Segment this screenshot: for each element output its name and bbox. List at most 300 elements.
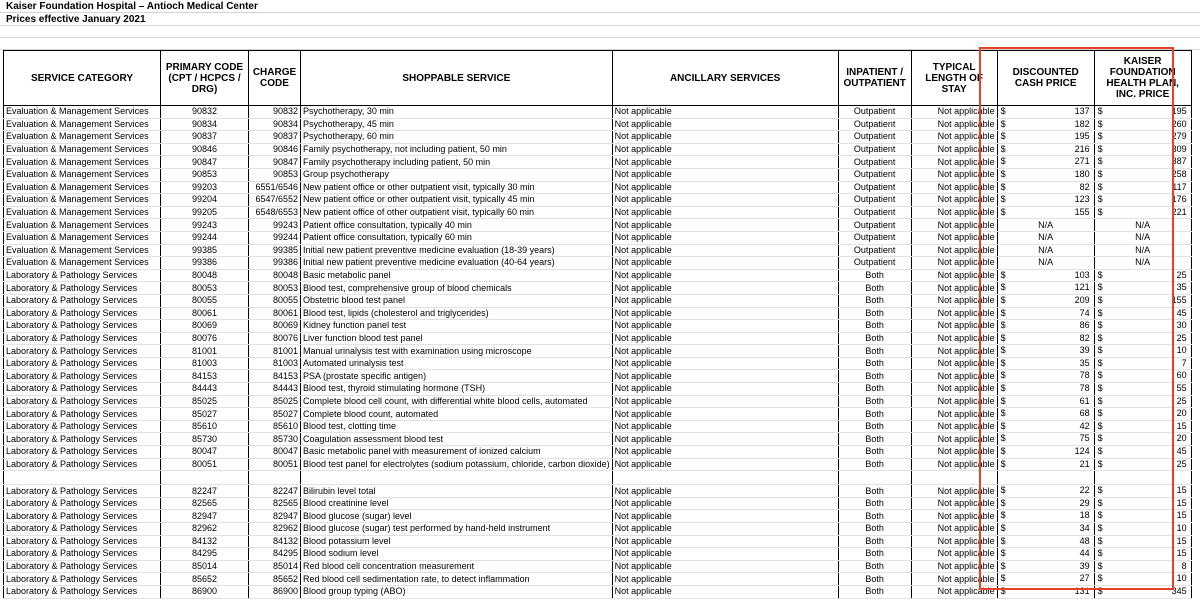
table-body bbox=[4, 106, 1192, 599]
inpatient-outpatient-cell: Both bbox=[838, 497, 911, 510]
shoppable-service-cell: Kidney function panel test bbox=[301, 320, 613, 333]
length-of-stay-cell: Not applicable bbox=[911, 357, 997, 370]
primary-code-cell: 85652 bbox=[161, 573, 249, 586]
shoppable-service-cell: Family psychotherapy, not including patient, 50 min bbox=[301, 143, 613, 156]
table-row bbox=[4, 143, 1192, 156]
charge-code-cell: 81001 bbox=[249, 345, 301, 358]
dollar-sign: $ bbox=[1000, 433, 1006, 444]
table-row bbox=[4, 118, 1192, 131]
cash-price-value: 103 bbox=[1074, 269, 1090, 280]
kp-price-value: 10 bbox=[1176, 345, 1187, 356]
header-charge-code: CHARGE CODE bbox=[249, 51, 301, 106]
inpatient-outpatient-cell: Outpatient bbox=[838, 106, 911, 119]
service-category-cell: Evaluation & Management Services bbox=[4, 118, 161, 131]
ancillary-services-cell: Not applicable bbox=[612, 535, 838, 548]
charge-code-cell: 86900 bbox=[249, 585, 301, 598]
dollar-sign: $ bbox=[1097, 433, 1103, 444]
dollar-sign: $ bbox=[1097, 497, 1103, 508]
ancillary-services-cell: Not applicable bbox=[612, 408, 838, 421]
cash-price-cell bbox=[997, 345, 1094, 358]
cash-price-value: 180 bbox=[1074, 168, 1090, 179]
dollar-sign: $ bbox=[1097, 420, 1103, 431]
inpatient-outpatient-cell: Both bbox=[838, 332, 911, 345]
ancillary-services-cell: Not applicable bbox=[612, 294, 838, 307]
charge-code-cell: 90834 bbox=[249, 118, 301, 131]
service-category-cell: Laboratory & Pathology Services bbox=[4, 446, 161, 459]
length-of-stay-cell: Not applicable bbox=[911, 548, 997, 561]
shoppable-service-cell: Blood glucose (sugar) test performed by hand-held instrument bbox=[301, 523, 613, 536]
cash-price-value: 68 bbox=[1079, 408, 1090, 419]
dollar-sign: $ bbox=[1097, 282, 1103, 293]
kp-price-cell bbox=[1094, 523, 1191, 536]
table-row bbox=[4, 244, 1192, 257]
kp-price-value: 8 bbox=[1181, 560, 1187, 571]
shoppable-service-cell: Blood test, thyroid stimulating hormone (TSH) bbox=[301, 383, 613, 396]
kp-price-value: 15 bbox=[1176, 485, 1187, 496]
kp-price-value: 195 bbox=[1171, 106, 1187, 116]
table-row bbox=[4, 510, 1192, 523]
kp-price-value: N/A bbox=[1135, 219, 1151, 230]
shoppable-service-cell: Initial new patient preventive medicine evaluation (18-39 years) bbox=[301, 244, 613, 257]
charge-code-cell: 99385 bbox=[249, 244, 301, 257]
service-category-cell: Laboratory & Pathology Services bbox=[4, 357, 161, 370]
length-of-stay-cell: Not applicable bbox=[911, 560, 997, 573]
inpatient-outpatient-cell: Both bbox=[838, 345, 911, 358]
kp-price-cell bbox=[1094, 231, 1191, 244]
dollar-sign: $ bbox=[1097, 194, 1103, 205]
dollar-sign: $ bbox=[1000, 194, 1006, 205]
service-category-cell: Evaluation & Management Services bbox=[4, 206, 161, 219]
dollar-sign: $ bbox=[1000, 332, 1006, 343]
length-of-stay-cell: Not applicable bbox=[911, 294, 997, 307]
cash-price-value: 271 bbox=[1074, 156, 1090, 167]
cash-price-value: 216 bbox=[1074, 143, 1090, 154]
cash-price-cell bbox=[997, 320, 1094, 333]
primary-code-cell: 99205 bbox=[161, 206, 249, 219]
ancillary-services-cell: Not applicable bbox=[612, 497, 838, 510]
cash-price-value: 124 bbox=[1074, 446, 1090, 457]
kp-price-cell bbox=[1094, 535, 1191, 548]
shoppable-service-cell: Blood test, clotting time bbox=[301, 420, 613, 433]
table-row bbox=[4, 395, 1192, 408]
kp-price-cell bbox=[1094, 219, 1191, 232]
length-of-stay-cell: Not applicable bbox=[911, 168, 997, 181]
ancillary-services-cell: Not applicable bbox=[612, 420, 838, 433]
ancillary-services-cell: Not applicable bbox=[612, 244, 838, 257]
charge-code-cell: 81003 bbox=[249, 357, 301, 370]
charge-code-cell: 85652 bbox=[249, 573, 301, 586]
shoppable-service-cell: Blood test panel for electrolytes (sodium potassium, chloride, carbon dioxide) bbox=[301, 458, 613, 471]
cash-price-value: 78 bbox=[1079, 370, 1090, 381]
shoppable-service-cell: New patient office of other outpatient visit, typically 60 min bbox=[301, 206, 613, 219]
charge-code-cell: 82247 bbox=[249, 485, 301, 498]
cash-price-value: 86 bbox=[1079, 320, 1090, 331]
shoppable-service-cell: Blood glucose (sugar) level bbox=[301, 510, 613, 523]
table-row bbox=[4, 357, 1192, 370]
inpatient-outpatient-cell: Both bbox=[838, 485, 911, 498]
inpatient-outpatient-cell: Outpatient bbox=[838, 118, 911, 131]
length-of-stay-cell: Not applicable bbox=[911, 257, 997, 270]
length-of-stay-cell: Not applicable bbox=[911, 118, 997, 131]
kp-price-value: 258 bbox=[1171, 168, 1187, 179]
table-row bbox=[4, 294, 1192, 307]
shoppable-service-cell: Blood group typing (ABO) bbox=[301, 585, 613, 598]
kp-price-cell bbox=[1094, 106, 1191, 119]
charge-code-cell: 85610 bbox=[249, 420, 301, 433]
length-of-stay-cell: Not applicable bbox=[911, 219, 997, 232]
dollar-sign: $ bbox=[1097, 446, 1103, 457]
header-inpatient-outpatient: INPATIENT / OUTPATIENT bbox=[838, 51, 911, 106]
dollar-sign: $ bbox=[1000, 485, 1006, 496]
charge-code-cell: 84443 bbox=[249, 383, 301, 396]
table-row bbox=[4, 485, 1192, 498]
cash-price-cell bbox=[997, 231, 1094, 244]
inpatient-outpatient-cell: Outpatient bbox=[838, 143, 911, 156]
cash-price-cell bbox=[997, 307, 1094, 320]
dollar-sign: $ bbox=[1000, 269, 1006, 280]
primary-code-cell: 99243 bbox=[161, 219, 249, 232]
shoppable-service-cell: Automated urinalysis test bbox=[301, 357, 613, 370]
charge-code-cell: 6551/6546 bbox=[249, 181, 301, 194]
prices-effective-label: Prices effective January 2021 bbox=[0, 13, 1200, 26]
length-of-stay-cell: Not applicable bbox=[911, 510, 997, 523]
kp-price-cell bbox=[1094, 585, 1191, 598]
dollar-sign: $ bbox=[1000, 510, 1006, 521]
dollar-sign: $ bbox=[1097, 168, 1103, 179]
cash-price-value: 39 bbox=[1079, 345, 1090, 356]
dollar-sign: $ bbox=[1097, 357, 1103, 368]
kp-price-cell bbox=[1094, 307, 1191, 320]
table-row bbox=[4, 433, 1192, 446]
cash-price-cell bbox=[997, 332, 1094, 345]
ancillary-services-cell: Not applicable bbox=[612, 485, 838, 498]
inpatient-outpatient-cell: Both bbox=[838, 573, 911, 586]
ancillary-services-cell: Not applicable bbox=[612, 573, 838, 586]
table-row bbox=[4, 370, 1192, 383]
service-category-cell: Evaluation & Management Services bbox=[4, 257, 161, 270]
inpatient-outpatient-cell: Both bbox=[838, 446, 911, 459]
inpatient-outpatient-cell: Outpatient bbox=[838, 131, 911, 144]
shoppable-service-cell: Liver function blood test panel bbox=[301, 332, 613, 345]
charge-code-cell: 85025 bbox=[249, 395, 301, 408]
length-of-stay-cell: Not applicable bbox=[911, 282, 997, 295]
cash-price-cell bbox=[997, 420, 1094, 433]
length-of-stay-cell: Not applicable bbox=[911, 485, 997, 498]
cash-price-cell bbox=[997, 548, 1094, 561]
charge-code-cell: 82947 bbox=[249, 510, 301, 523]
table-row bbox=[4, 548, 1192, 561]
dollar-sign: $ bbox=[1097, 395, 1103, 406]
primary-code-cell: 90837 bbox=[161, 131, 249, 144]
shoppable-service-cell: Group psychotherapy bbox=[301, 168, 613, 181]
shoppable-service-cell: Bilirubin level total bbox=[301, 485, 613, 498]
primary-code-cell: 80053 bbox=[161, 282, 249, 295]
cash-price-cell bbox=[997, 118, 1094, 131]
shoppable-service-cell: New patient office or other outpatient visit, typically 30 min bbox=[301, 181, 613, 194]
shoppable-service-cell: Initial new patient preventive medicine evaluation (40-64 years) bbox=[301, 257, 613, 270]
dollar-sign: $ bbox=[1000, 458, 1006, 469]
table-row bbox=[4, 535, 1192, 548]
kp-price-cell bbox=[1094, 206, 1191, 219]
kp-price-value: 155 bbox=[1171, 294, 1187, 305]
kp-price-value: 60 bbox=[1176, 370, 1187, 381]
dollar-sign: $ bbox=[1000, 294, 1006, 305]
cash-price-cell bbox=[997, 244, 1094, 257]
cash-price-cell bbox=[997, 168, 1094, 181]
cash-price-cell bbox=[997, 131, 1094, 144]
length-of-stay-cell: Not applicable bbox=[911, 395, 997, 408]
kp-price-value: 309 bbox=[1171, 143, 1187, 154]
dollar-sign: $ bbox=[1000, 408, 1006, 419]
empty-row bbox=[0, 38, 1200, 50]
inpatient-outpatient-cell: Both bbox=[838, 560, 911, 573]
ancillary-services-cell: Not applicable bbox=[612, 106, 838, 119]
ancillary-services-cell: Not applicable bbox=[612, 560, 838, 573]
cash-price-value: N/A bbox=[1038, 257, 1054, 268]
primary-code-cell: 90834 bbox=[161, 118, 249, 131]
table-row bbox=[4, 156, 1192, 169]
dollar-sign: $ bbox=[1000, 307, 1006, 318]
kp-price-value: 387 bbox=[1171, 156, 1187, 167]
kp-price-value: 25 bbox=[1176, 332, 1187, 343]
header-length-of-stay: TYPICAL LENGTH OF STAY bbox=[911, 51, 997, 106]
kp-price-cell bbox=[1094, 269, 1191, 282]
charge-code-cell: 84295 bbox=[249, 548, 301, 561]
shoppable-service-cell: Psychotherapy, 30 min bbox=[301, 106, 613, 119]
cash-price-value: 123 bbox=[1074, 194, 1090, 205]
kp-price-value: 25 bbox=[1176, 395, 1187, 406]
primary-code-cell: 84153 bbox=[161, 370, 249, 383]
ancillary-services-cell: Not applicable bbox=[612, 194, 838, 207]
ancillary-services-cell: Not applicable bbox=[612, 181, 838, 194]
cash-price-cell bbox=[997, 535, 1094, 548]
primary-code-cell: 85025 bbox=[161, 395, 249, 408]
service-category-cell: Laboratory & Pathology Services bbox=[4, 573, 161, 586]
dollar-sign: $ bbox=[1097, 118, 1103, 129]
cash-price-value: 155 bbox=[1074, 206, 1090, 217]
inpatient-outpatient-cell: Both bbox=[838, 269, 911, 282]
dollar-sign: $ bbox=[1097, 320, 1103, 331]
primary-code-cell: 85730 bbox=[161, 433, 249, 446]
shoppable-service-cell: New patient office or other outpatient visit, typically 45 min bbox=[301, 194, 613, 207]
cash-price-cell bbox=[997, 485, 1094, 498]
inpatient-outpatient-cell: Outpatient bbox=[838, 231, 911, 244]
charge-code-cell: 90846 bbox=[249, 143, 301, 156]
table-row bbox=[4, 320, 1192, 333]
table-row bbox=[4, 560, 1192, 573]
hospital-title: Kaiser Foundation Hospital – Antioch Medical Center bbox=[0, 0, 1200, 13]
inpatient-outpatient-cell: Outpatient bbox=[838, 181, 911, 194]
cash-price-value: 34 bbox=[1079, 523, 1090, 533]
dollar-sign: $ bbox=[1097, 573, 1103, 584]
table-row bbox=[4, 383, 1192, 396]
cash-price-value: 121 bbox=[1074, 282, 1090, 293]
kp-price-value: 10 bbox=[1176, 523, 1187, 533]
table-row bbox=[4, 219, 1192, 232]
kp-price-value: 15 bbox=[1176, 420, 1187, 431]
table-row bbox=[4, 257, 1192, 270]
dollar-sign: $ bbox=[1097, 143, 1103, 154]
service-category-cell: Evaluation & Management Services bbox=[4, 168, 161, 181]
dollar-sign: $ bbox=[1000, 370, 1006, 381]
header-ancillary-services: ANCILLARY SERVICES bbox=[612, 51, 838, 106]
kp-price-cell bbox=[1094, 560, 1191, 573]
table-row bbox=[4, 269, 1192, 282]
charge-code-cell: 6548/6553 bbox=[249, 206, 301, 219]
service-category-cell: Laboratory & Pathology Services bbox=[4, 510, 161, 523]
length-of-stay-cell: Not applicable bbox=[911, 497, 997, 510]
cash-price-value: 42 bbox=[1079, 420, 1090, 431]
ancillary-services-cell: Not applicable bbox=[612, 458, 838, 471]
service-category-cell: Evaluation & Management Services bbox=[4, 156, 161, 169]
service-category-cell: Evaluation & Management Services bbox=[4, 131, 161, 144]
kp-price-cell bbox=[1094, 446, 1191, 459]
dollar-sign: $ bbox=[1000, 320, 1006, 331]
kp-price-cell bbox=[1094, 345, 1191, 358]
kp-price-value: 10 bbox=[1176, 573, 1187, 584]
table-row bbox=[4, 231, 1192, 244]
service-category-cell: Laboratory & Pathology Services bbox=[4, 269, 161, 282]
header-primary-code: PRIMARY CODE (CPT / HCPCS / DRG) bbox=[161, 51, 249, 106]
shoppable-service-cell: Blood test, comprehensive group of blood chemicals bbox=[301, 282, 613, 295]
cash-price-value: 137 bbox=[1074, 106, 1090, 116]
kp-price-cell bbox=[1094, 458, 1191, 471]
inpatient-outpatient-cell: Both bbox=[838, 458, 911, 471]
dollar-sign: $ bbox=[1000, 446, 1006, 457]
primary-code-cell: 84132 bbox=[161, 535, 249, 548]
ancillary-services-cell: Not applicable bbox=[612, 282, 838, 295]
kp-price-value: N/A bbox=[1135, 232, 1151, 243]
primary-code-cell: 80061 bbox=[161, 307, 249, 320]
cash-price-cell bbox=[997, 458, 1094, 471]
primary-code-cell: 80069 bbox=[161, 320, 249, 333]
shoppable-service-cell: Basic metabolic panel bbox=[301, 269, 613, 282]
kp-price-value: 55 bbox=[1176, 383, 1187, 394]
cash-price-value: 18 bbox=[1079, 510, 1090, 521]
inpatient-outpatient-cell: Both bbox=[838, 307, 911, 320]
dollar-sign: $ bbox=[1000, 497, 1006, 508]
dollar-sign: $ bbox=[1097, 560, 1103, 571]
kp-price-value: 25 bbox=[1176, 269, 1187, 280]
kp-price-cell bbox=[1094, 294, 1191, 307]
kp-price-cell bbox=[1094, 510, 1191, 523]
inpatient-outpatient-cell: Both bbox=[838, 383, 911, 396]
header-service-category: SERVICE CATEGORY bbox=[4, 51, 161, 106]
dollar-sign: $ bbox=[1000, 345, 1006, 356]
inpatient-outpatient-cell: Outpatient bbox=[838, 168, 911, 181]
primary-code-cell: 84295 bbox=[161, 548, 249, 561]
kp-price-cell bbox=[1094, 156, 1191, 169]
inpatient-outpatient-cell: Both bbox=[838, 548, 911, 561]
dollar-sign: $ bbox=[1097, 510, 1103, 521]
cash-price-value: 39 bbox=[1079, 560, 1090, 571]
dollar-sign: $ bbox=[1097, 181, 1103, 192]
table-row bbox=[4, 332, 1192, 345]
dollar-sign: $ bbox=[1000, 548, 1006, 559]
dollar-sign: $ bbox=[1000, 131, 1006, 142]
primary-code-cell: 80051 bbox=[161, 458, 249, 471]
primary-code-cell: 81003 bbox=[161, 357, 249, 370]
dollar-sign: $ bbox=[1000, 535, 1006, 546]
primary-code-cell: 82565 bbox=[161, 497, 249, 510]
cash-price-cell bbox=[997, 106, 1094, 119]
cash-price-cell bbox=[997, 446, 1094, 459]
ancillary-services-cell: Not applicable bbox=[612, 320, 838, 333]
charge-code-cell: 80047 bbox=[249, 446, 301, 459]
ancillary-services-cell: Not applicable bbox=[612, 231, 838, 244]
cash-price-cell bbox=[997, 294, 1094, 307]
service-category-cell: Laboratory & Pathology Services bbox=[4, 408, 161, 421]
charge-code-cell: 80053 bbox=[249, 282, 301, 295]
kp-price-value: 35 bbox=[1176, 282, 1187, 293]
ancillary-services-cell: Not applicable bbox=[612, 357, 838, 370]
primary-code-cell: 81001 bbox=[161, 345, 249, 358]
dollar-sign: $ bbox=[1000, 585, 1006, 596]
length-of-stay-cell: Not applicable bbox=[911, 320, 997, 333]
service-category-cell: Laboratory & Pathology Services bbox=[4, 383, 161, 396]
cash-price-cell bbox=[997, 370, 1094, 383]
shoppable-service-cell: Complete blood count, automated bbox=[301, 408, 613, 421]
header-cash-price: DISCOUNTED CASH PRICE bbox=[997, 51, 1094, 106]
shoppable-service-cell: Blood sodium level bbox=[301, 548, 613, 561]
inpatient-outpatient-cell: Both bbox=[838, 282, 911, 295]
primary-code-cell: 82962 bbox=[161, 523, 249, 536]
charge-code-cell: 90837 bbox=[249, 131, 301, 144]
service-category-cell: Evaluation & Management Services bbox=[4, 194, 161, 207]
service-category-cell: Laboratory & Pathology Services bbox=[4, 497, 161, 510]
primary-code-cell: 90847 bbox=[161, 156, 249, 169]
cash-price-value: N/A bbox=[1038, 219, 1054, 230]
cash-price-value: 182 bbox=[1074, 118, 1090, 129]
shoppable-service-cell: Psychotherapy, 45 min bbox=[301, 118, 613, 131]
kp-price-value: 279 bbox=[1171, 131, 1187, 142]
charge-code-cell: 82962 bbox=[249, 523, 301, 536]
kp-price-cell bbox=[1094, 383, 1191, 396]
inpatient-outpatient-cell: Both bbox=[838, 294, 911, 307]
service-category-cell: Laboratory & Pathology Services bbox=[4, 548, 161, 561]
table-row bbox=[4, 573, 1192, 586]
charge-code-cell: 85014 bbox=[249, 560, 301, 573]
charge-code-cell: 80069 bbox=[249, 320, 301, 333]
charge-code-cell: 80055 bbox=[249, 294, 301, 307]
primary-code-cell: 82947 bbox=[161, 510, 249, 523]
dollar-sign: $ bbox=[1097, 156, 1103, 167]
table-row bbox=[4, 206, 1192, 219]
length-of-stay-cell: Not applicable bbox=[911, 244, 997, 257]
table-row bbox=[4, 458, 1192, 471]
cash-price-cell bbox=[997, 433, 1094, 446]
kp-price-value: 45 bbox=[1176, 307, 1187, 318]
ancillary-services-cell: Not applicable bbox=[612, 131, 838, 144]
length-of-stay-cell: Not applicable bbox=[911, 181, 997, 194]
length-of-stay-cell: Not applicable bbox=[911, 106, 997, 119]
kp-price-cell bbox=[1094, 370, 1191, 383]
kp-price-value: 117 bbox=[1172, 181, 1187, 192]
primary-code-cell: 80047 bbox=[161, 446, 249, 459]
shoppable-service-cell: Red blood cell concentration measurement bbox=[301, 560, 613, 573]
kp-price-cell bbox=[1094, 257, 1191, 270]
service-category-cell: Laboratory & Pathology Services bbox=[4, 420, 161, 433]
primary-code-cell: 80076 bbox=[161, 332, 249, 345]
kp-price-cell bbox=[1094, 244, 1191, 257]
dollar-sign: $ bbox=[1097, 307, 1103, 318]
cash-price-value: N/A bbox=[1038, 232, 1054, 243]
shoppable-service-cell: Red blood cell sedimentation rate, to detect inflammation bbox=[301, 573, 613, 586]
cash-price-value: 82 bbox=[1079, 332, 1090, 343]
cash-price-cell bbox=[997, 395, 1094, 408]
service-category-cell: Evaluation & Management Services bbox=[4, 143, 161, 156]
charge-code-cell: 99386 bbox=[249, 257, 301, 270]
